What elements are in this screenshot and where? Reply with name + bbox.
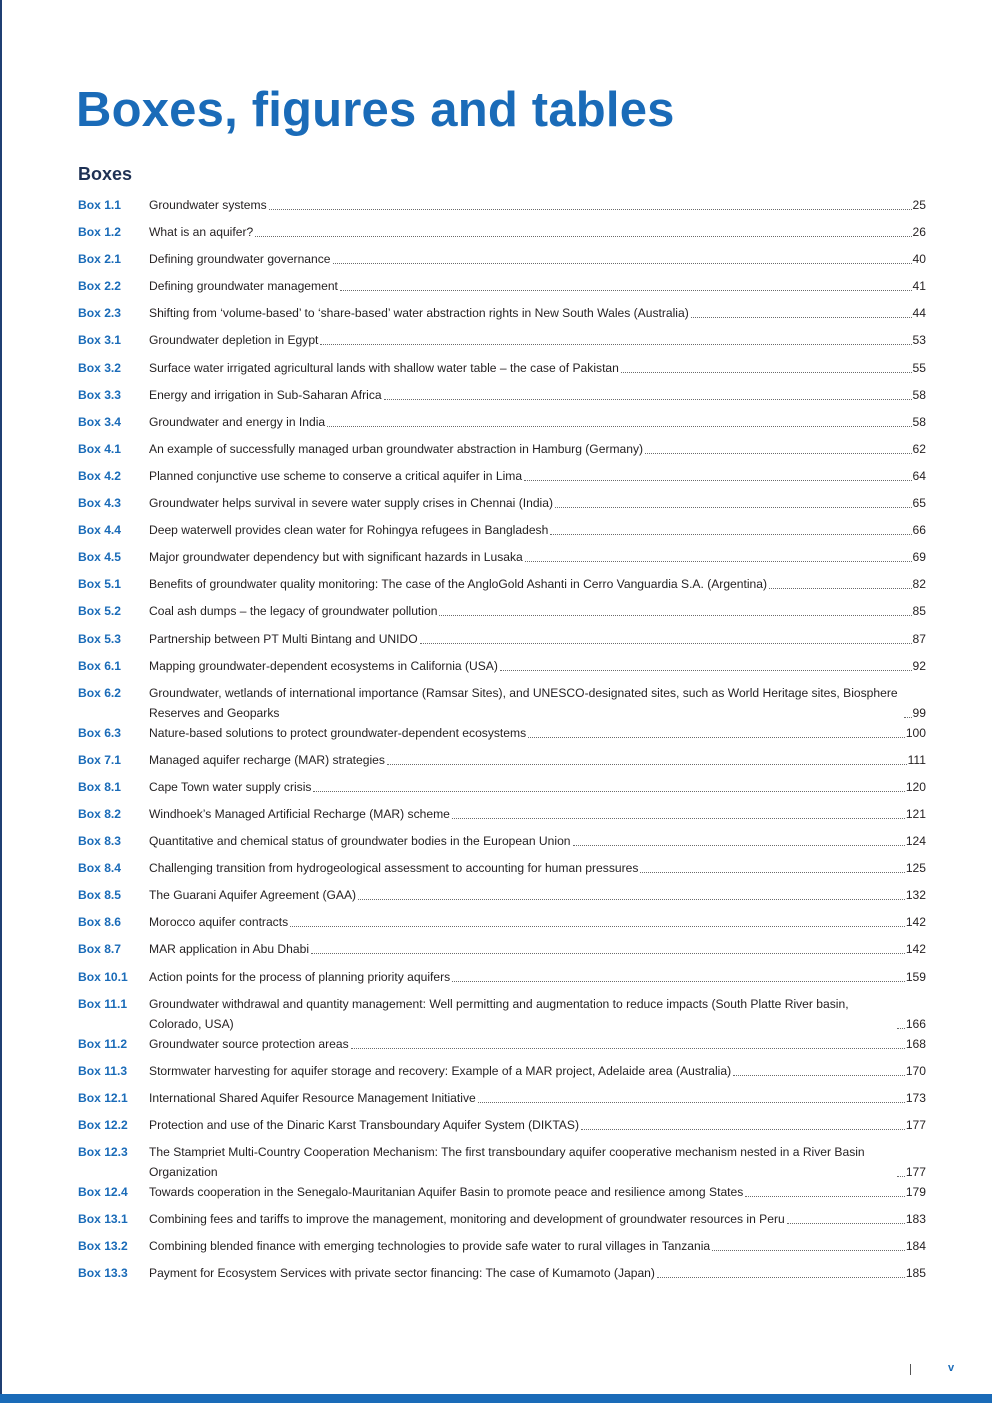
- box-title: International Shared Aquifer Resource Management Initiative: [149, 1090, 476, 1105]
- dot-leader: [897, 1175, 905, 1177]
- box-number: Box 4.1: [78, 441, 122, 456]
- box-page-number: 55: [912, 360, 926, 375]
- box-title: Surface water irrigated agricultural lands with shallow water table – the case of Pakistan: [149, 360, 619, 375]
- box-page-number: 179: [905, 1185, 926, 1199]
- box-page-number: 100: [905, 725, 926, 740]
- entry-body: [149, 683, 926, 723]
- box-page-number: 41: [912, 279, 926, 294]
- dot-leader: [581, 1128, 905, 1130]
- box-title: Defining groundwater management: [149, 279, 338, 294]
- box-number: Box 6.1: [78, 658, 122, 673]
- toc-entry[interactable]: [78, 967, 926, 994]
- box-title: Groundwater helps survival in severe water supply crises in Chennai (India): [149, 496, 553, 511]
- box-page-number: 82: [912, 577, 926, 592]
- box-number: Box 1.1: [78, 198, 122, 212]
- toc-entry[interactable]: [78, 1182, 926, 1209]
- entry-body: [149, 1263, 926, 1283]
- toc-entry[interactable]: [78, 358, 926, 385]
- box-page-number: 173: [905, 1090, 926, 1105]
- dot-leader: [640, 871, 904, 873]
- toc-entry[interactable]: [78, 723, 926, 750]
- dot-leader: [733, 1074, 905, 1076]
- dot-leader: [528, 736, 905, 738]
- box-page-number: 142: [905, 942, 926, 957]
- entry-body: [149, 466, 926, 486]
- box-page-number: 64: [912, 468, 926, 483]
- box-page-number: 111: [907, 752, 926, 767]
- toc-entry[interactable]: [78, 1061, 926, 1088]
- entry-body: [149, 1142, 926, 1182]
- box-page-number: 92: [912, 658, 926, 673]
- toc-entry[interactable]: [78, 493, 926, 520]
- toc-entry[interactable]: [78, 683, 926, 723]
- box-title: Defining groundwater governance: [149, 252, 331, 267]
- box-title: An example of successfully managed urban groundwater abstraction in Hamburg (Germany): [149, 441, 644, 456]
- dot-leader: [384, 398, 912, 400]
- toc-entry[interactable]: [78, 1115, 926, 1142]
- dot-leader: [439, 614, 911, 616]
- dot-leader: [290, 925, 905, 927]
- box-page-number: 26: [912, 225, 926, 240]
- box-page-number: 62: [912, 441, 926, 456]
- entry-body: [149, 330, 926, 350]
- box-number: Box 5.3: [78, 631, 122, 646]
- box-title: Mapping groundwater-dependent ecosystems in California (USA): [149, 658, 498, 673]
- dot-leader: [645, 452, 911, 454]
- entry-body: [149, 912, 926, 932]
- box-title: Partnership between PT Multi Bintang and UNIDO: [149, 631, 418, 646]
- dot-leader: [333, 262, 912, 264]
- toc-entry[interactable]: [78, 1034, 926, 1061]
- entry-body: [149, 1182, 926, 1202]
- box-number: Box 12.4: [78, 1185, 128, 1199]
- box-page-number: 69: [912, 550, 926, 565]
- toc-entry[interactable]: [78, 939, 926, 966]
- toc-entry[interactable]: [78, 547, 926, 574]
- footer-page-number: v: [948, 1362, 955, 1374]
- toc-entry[interactable]: [78, 1263, 926, 1290]
- box-number: Box 1.2: [78, 225, 122, 240]
- entry-body: [149, 493, 926, 513]
- box-number: Box 11.3: [78, 1063, 128, 1078]
- box-title: Payment for Ecosystem Services with private sector financing: The case of Kumamoto (Japan): [149, 1266, 655, 1281]
- entry-body: [149, 1115, 926, 1135]
- toc-entry[interactable]: [78, 858, 926, 885]
- box-page-number: 99: [912, 705, 926, 720]
- box-title: Planned conjunctive use scheme to conserve a critical aquifer in Lima: [149, 468, 523, 483]
- box-page-number: 25: [912, 198, 926, 212]
- entry-body: [149, 222, 926, 242]
- page-title: Boxes, figures and tables: [76, 83, 675, 137]
- dot-leader: [712, 1249, 905, 1251]
- box-title: MAR application in Abu Dhabi: [149, 942, 309, 957]
- box-page-number: 159: [905, 969, 926, 984]
- box-number: Box 4.5: [78, 550, 122, 565]
- entry-body: [149, 601, 926, 621]
- entry-body: [149, 276, 926, 296]
- footer-divider: [910, 1364, 911, 1375]
- dot-leader: [452, 817, 905, 819]
- box-page-number: 184: [905, 1239, 926, 1254]
- dot-leader: [358, 898, 905, 900]
- toc-entry[interactable]: [78, 466, 926, 493]
- dot-leader: [904, 716, 912, 718]
- dot-leader: [420, 642, 912, 644]
- page-left-rule: [0, 0, 2, 1403]
- box-title: Groundwater withdrawal and quantity management: Well permitting and augmentation to reduce impacts (South Platte River basin, Colorado, USA): [149, 996, 849, 1031]
- box-title: Stormwater harvesting for aquifer storage and recovery: Example of a MAR project, Adelaide area (Australia): [149, 1063, 732, 1078]
- box-title: Groundwater, wetlands of international importance (Ramsar Sites), and UNESCO-designated sites, such as World Heritage sites, Biosphere Reserves and Geoparks: [149, 685, 898, 720]
- entry-body: [149, 629, 926, 649]
- boxes-toc-list: [78, 195, 926, 1290]
- box-number: Box 12.1: [78, 1090, 128, 1105]
- box-title: Protection and use of the Dinaric Karst Transboundary Aquifer System (DIKTAS): [149, 1117, 579, 1132]
- box-number: Box 4.3: [78, 496, 122, 511]
- box-number: Box 8.6: [78, 915, 122, 930]
- entry-body: [149, 777, 926, 797]
- box-number: Box 2.2: [78, 279, 122, 294]
- box-title: Major groundwater dependency but with significant hazards in Lusaka: [149, 550, 523, 565]
- dot-leader: [327, 425, 911, 427]
- box-title: Deep waterwell provides clean water for Rohingya refugees in Bangladesh: [149, 523, 549, 538]
- box-number: Box 8.4: [78, 861, 122, 876]
- section-heading-boxes: Boxes: [78, 164, 133, 184]
- toc-entry[interactable]: [78, 1088, 926, 1115]
- box-number: Box 6.3: [78, 725, 122, 740]
- entry-body: [149, 1209, 926, 1229]
- box-page-number: 183: [905, 1212, 926, 1227]
- entry-body: [149, 249, 926, 269]
- box-number: Box 2.1: [78, 252, 122, 267]
- toc-entry[interactable]: [78, 994, 926, 1034]
- box-page-number: 44: [912, 306, 926, 321]
- toc-entry[interactable]: [78, 750, 926, 777]
- toc-entry[interactable]: [78, 303, 926, 330]
- box-title: Groundwater depletion in Egypt: [149, 333, 319, 348]
- box-number: Box 3.3: [78, 387, 122, 402]
- box-page-number: 58: [912, 414, 926, 429]
- toc-entry[interactable]: [78, 330, 926, 357]
- box-page-number: 177: [905, 1117, 926, 1132]
- entry-body: [149, 750, 926, 770]
- box-number: Box 13.2: [78, 1239, 128, 1254]
- toc-entry[interactable]: [78, 831, 926, 858]
- dot-leader: [769, 587, 912, 589]
- box-number: Box 5.1: [78, 577, 122, 592]
- box-number: Box 3.4: [78, 414, 122, 429]
- toc-entry[interactable]: [78, 195, 926, 222]
- entry-body: [149, 858, 926, 878]
- dot-leader: [524, 479, 911, 481]
- box-number: Box 2.3: [78, 306, 122, 321]
- dot-leader: [500, 669, 912, 671]
- box-page-number: 65: [912, 496, 926, 511]
- entry-body: [149, 994, 926, 1034]
- box-number: Box 8.2: [78, 806, 122, 821]
- toc-entry[interactable]: [78, 656, 926, 683]
- box-title: Combining fees and tariffs to improve the management, monitoring and development of groundwater resources in Peru: [149, 1212, 785, 1227]
- box-title: Benefits of groundwater quality monitoring: The case of the AngloGold Ashanti in Cerro Vanguardia S.A. (Argentina): [149, 577, 768, 592]
- toc-entry[interactable]: [78, 249, 926, 276]
- box-number: Box 8.3: [78, 834, 122, 849]
- toc-entry[interactable]: [78, 1209, 926, 1236]
- dot-leader: [255, 235, 911, 237]
- entry-body: [149, 656, 926, 676]
- box-number: Box 13.1: [78, 1212, 128, 1227]
- box-number: Box 3.1: [78, 333, 122, 348]
- dot-leader: [311, 952, 905, 954]
- dot-leader: [320, 343, 911, 345]
- box-title: Groundwater and energy in India: [149, 414, 326, 429]
- entry-body: [149, 303, 926, 323]
- toc-entry[interactable]: [78, 777, 926, 804]
- box-title: Windhoek’s Managed Artificial Recharge (MAR) scheme: [149, 806, 450, 821]
- box-number: Box 11.1: [78, 996, 128, 1011]
- entry-body: [149, 804, 926, 824]
- toc-entry[interactable]: [78, 601, 926, 628]
- dot-leader: [478, 1101, 905, 1103]
- dot-leader: [525, 560, 912, 562]
- toc-entry[interactable]: [78, 385, 926, 412]
- dot-leader: [691, 316, 912, 318]
- box-page-number: 177: [905, 1165, 926, 1179]
- box-page-number: 87: [912, 631, 926, 646]
- box-number: Box 12.3: [78, 1145, 128, 1159]
- dot-leader: [351, 1047, 905, 1049]
- box-title: Coal ash dumps – the legacy of groundwater pollution: [149, 604, 438, 619]
- box-page-number: 125: [905, 861, 926, 876]
- box-page-number: 53: [912, 333, 926, 348]
- box-number: Box 4.4: [78, 523, 122, 538]
- toc-entry[interactable]: [78, 439, 926, 466]
- box-number: Box 8.5: [78, 888, 122, 903]
- entry-body: [149, 574, 926, 594]
- dot-leader: [621, 371, 912, 373]
- toc-entry[interactable]: [78, 412, 926, 439]
- entry-body: [149, 1061, 926, 1081]
- toc-entry[interactable]: [78, 222, 926, 249]
- dot-leader: [452, 980, 905, 982]
- box-page-number: 40: [912, 252, 926, 267]
- box-page-number: 58: [912, 387, 926, 402]
- box-title: Towards cooperation in the Senegalo-Mauritanian Aquifer Basin to promote peace and resilience among States: [149, 1185, 744, 1199]
- entry-body: [149, 1088, 926, 1108]
- dot-leader: [550, 533, 911, 535]
- box-title: Managed aquifer recharge (MAR) strategies: [149, 752, 385, 767]
- entry-body: [149, 547, 926, 567]
- dot-leader: [657, 1276, 905, 1278]
- entry-body: [149, 195, 926, 215]
- box-title: What is an aquifer?: [149, 225, 254, 240]
- box-title: Groundwater source protection areas: [149, 1036, 349, 1051]
- entry-body: [149, 1034, 926, 1054]
- box-number: Box 12.2: [78, 1117, 128, 1132]
- box-page-number: 132: [905, 888, 926, 903]
- dot-leader: [555, 506, 912, 508]
- box-page-number: 170: [905, 1063, 926, 1078]
- box-number: Box 4.2: [78, 468, 122, 483]
- box-number: Box 10.1: [78, 969, 128, 984]
- box-page-number: 66: [912, 523, 926, 538]
- dot-leader: [897, 1027, 905, 1029]
- box-title: Combining blended finance with emerging technologies to provide safe water to rural villages in Tanzania: [149, 1239, 711, 1254]
- entry-body: [149, 358, 926, 378]
- toc-entry[interactable]: [78, 1236, 926, 1263]
- box-title: Shifting from ‘volume-based’ to ‘share-based’ water abstraction rights in New South Wales (Australia): [149, 306, 689, 321]
- toc-entry[interactable]: [78, 1142, 926, 1182]
- dot-leader: [269, 208, 912, 210]
- entry-body: [149, 412, 926, 432]
- entry-body: [149, 723, 926, 743]
- box-title: The Guarani Aquifer Agreement (GAA): [149, 888, 357, 903]
- dot-leader: [340, 289, 912, 291]
- entry-body: [149, 831, 926, 851]
- box-title: Nature-based solutions to protect groundwater-dependent ecosystems: [149, 725, 527, 740]
- dot-leader: [745, 1195, 905, 1197]
- box-page-number: 124: [905, 834, 926, 849]
- box-number: Box 13.3: [78, 1266, 128, 1281]
- toc-entry[interactable]: [78, 804, 926, 831]
- page-bottom-band: [0, 1394, 992, 1403]
- box-page-number: 185: [905, 1266, 926, 1281]
- box-page-number: 166: [905, 1016, 926, 1031]
- entry-body: [149, 967, 926, 987]
- box-number: Box 11.2: [78, 1036, 128, 1051]
- box-number: Box 3.2: [78, 360, 122, 375]
- box-page-number: 85: [912, 604, 926, 619]
- box-page-number: 120: [905, 779, 926, 794]
- toc-entry[interactable]: [78, 574, 926, 601]
- box-title: Cape Town water supply crisis: [149, 779, 312, 794]
- dot-leader: [387, 763, 907, 765]
- toc-entry[interactable]: [78, 912, 926, 939]
- box-number: Box 8.7: [78, 942, 122, 957]
- dot-leader: [573, 844, 905, 846]
- box-number: Box 8.1: [78, 779, 122, 794]
- box-title: The Stampriet Multi-Country Cooperation Mechanism: The first transboundary aquifer cooperative mechanism nested in a River Basin Organization: [149, 1145, 865, 1179]
- entry-body: [149, 939, 926, 959]
- dot-leader: [313, 790, 904, 792]
- box-title: Groundwater systems: [149, 198, 267, 212]
- box-title: Morocco aquifer contracts: [149, 915, 289, 930]
- box-title: Quantitative and chemical status of groundwater bodies in the European Union: [149, 834, 571, 849]
- entry-body: [149, 520, 926, 540]
- entry-body: [149, 385, 926, 405]
- toc-entry[interactable]: [78, 520, 926, 547]
- box-page-number: 121: [905, 806, 926, 821]
- dot-leader: [787, 1222, 905, 1224]
- toc-entry[interactable]: [78, 276, 926, 303]
- box-title: Challenging transition from hydrogeological assessment to accounting for human pressures: [149, 861, 639, 876]
- box-page-number: 168: [905, 1036, 926, 1051]
- box-number: Box 7.1: [78, 752, 122, 767]
- entry-body: [149, 885, 926, 905]
- box-title: Energy and irrigation in Sub-Saharan Africa: [149, 387, 382, 402]
- entry-body: [149, 1236, 926, 1256]
- box-number: Box 5.2: [78, 604, 122, 619]
- entry-body: [149, 439, 926, 459]
- toc-entry[interactable]: [78, 629, 926, 656]
- toc-entry[interactable]: [78, 885, 926, 912]
- box-number: Box 6.2: [78, 685, 122, 700]
- box-title: Action points for the process of planning priority aquifers: [149, 969, 451, 984]
- box-page-number: 142: [905, 915, 926, 930]
